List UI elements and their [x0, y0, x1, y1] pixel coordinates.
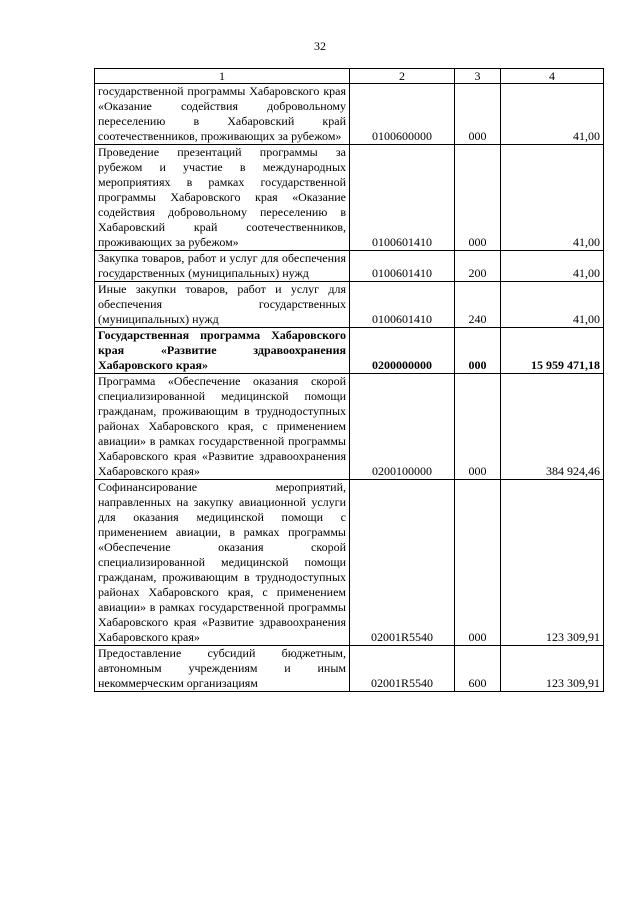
table-header-row: [95, 69, 604, 84]
table-row: [95, 282, 604, 328]
type-cell: 000: [455, 145, 501, 251]
description-cell: Программа «Обеспечение оказания скорой специализированной медицинской помощи гражданам, проживающим в труднодоступных районах Хабаровского края, с применением авиации» в рамках государственной программы Хабаровского края «Развитие здравоохранения Хабаровского края»: [95, 374, 350, 480]
code-cell: 0100600000: [350, 84, 455, 145]
column-header-2: 2: [350, 69, 455, 84]
description-cell: Проведение презентаций программы за рубежом и участие в международных мероприятиях в рамках государственной программы Хабаровского края «Оказание содействия добровольному переселению в Хабаровский край соотечественников, проживающих за рубежом»: [95, 145, 350, 251]
description-cell: Софинансирование мероприятий, направленных на закупку авиационной услуги для оказания медицинской помощи с применением авиации, в рамках программы «Обеспечение оказания скорой специализированной медицинской помощи гражданам, проживающим в труднодоступных районах Хабаровского края, с применением авиации» в рамках государственной программы Хабаровского края «Развитие здравоохранения Хабаровского края»: [95, 480, 350, 646]
type-cell: 240: [455, 282, 501, 328]
table-row: [95, 145, 604, 251]
column-header-4: 4: [501, 69, 604, 84]
table-row: [95, 251, 604, 282]
type-cell: 200: [455, 251, 501, 282]
code-cell: 02001R5540: [350, 646, 455, 692]
code-cell: 0100601410: [350, 251, 455, 282]
amount-cell: 41,00: [501, 282, 604, 328]
amount-cell: 41,00: [501, 251, 604, 282]
type-cell: 000: [455, 374, 501, 480]
table-row: [95, 646, 604, 692]
description-cell: Закупка товаров, работ и услуг для обеспечения государственных (муниципальных) нужд: [95, 251, 350, 282]
code-cell: 0200000000: [350, 328, 455, 374]
code-cell: 0200100000: [350, 374, 455, 480]
table-body: [95, 84, 604, 692]
page-number: 32: [314, 39, 326, 53]
amount-cell: 41,00: [501, 145, 604, 251]
description-cell: Государственная программа Хабаровского края «Развитие здравоохранения Хабаровского края»: [95, 328, 350, 374]
column-header-1: 1: [95, 69, 350, 84]
amount-cell: 123 309,91: [501, 480, 604, 646]
description-cell: Предоставление субсидий бюджетным, автономным учреждениям и иным некоммерческим организациям: [95, 646, 350, 692]
amount-cell: 123 309,91: [501, 646, 604, 692]
column-header-3: 3: [455, 69, 501, 84]
table-row: [95, 374, 604, 480]
table-row: [95, 328, 604, 374]
type-cell: 000: [455, 84, 501, 145]
description-cell: Иные закупки товаров, работ и услуг для обеспечения государственных (муниципальных) нужд: [95, 282, 350, 328]
code-cell: 0100601410: [350, 282, 455, 328]
table-row: [95, 480, 604, 646]
amount-cell: 41,00: [501, 84, 604, 145]
budget-table: [94, 68, 604, 692]
code-cell: 0100601410: [350, 145, 455, 251]
type-cell: 600: [455, 646, 501, 692]
description-cell: государственной программы Хабаровского края «Оказание содействия добровольному переселению в Хабаровский край соотечественников, проживающих за рубежом»: [95, 84, 350, 145]
amount-cell: 384 924,46: [501, 374, 604, 480]
type-cell: 000: [455, 480, 501, 646]
code-cell: 02001R5540: [350, 480, 455, 646]
table-row: [95, 84, 604, 145]
type-cell: 000: [455, 328, 501, 374]
amount-cell: 15 959 471,18: [501, 328, 604, 374]
